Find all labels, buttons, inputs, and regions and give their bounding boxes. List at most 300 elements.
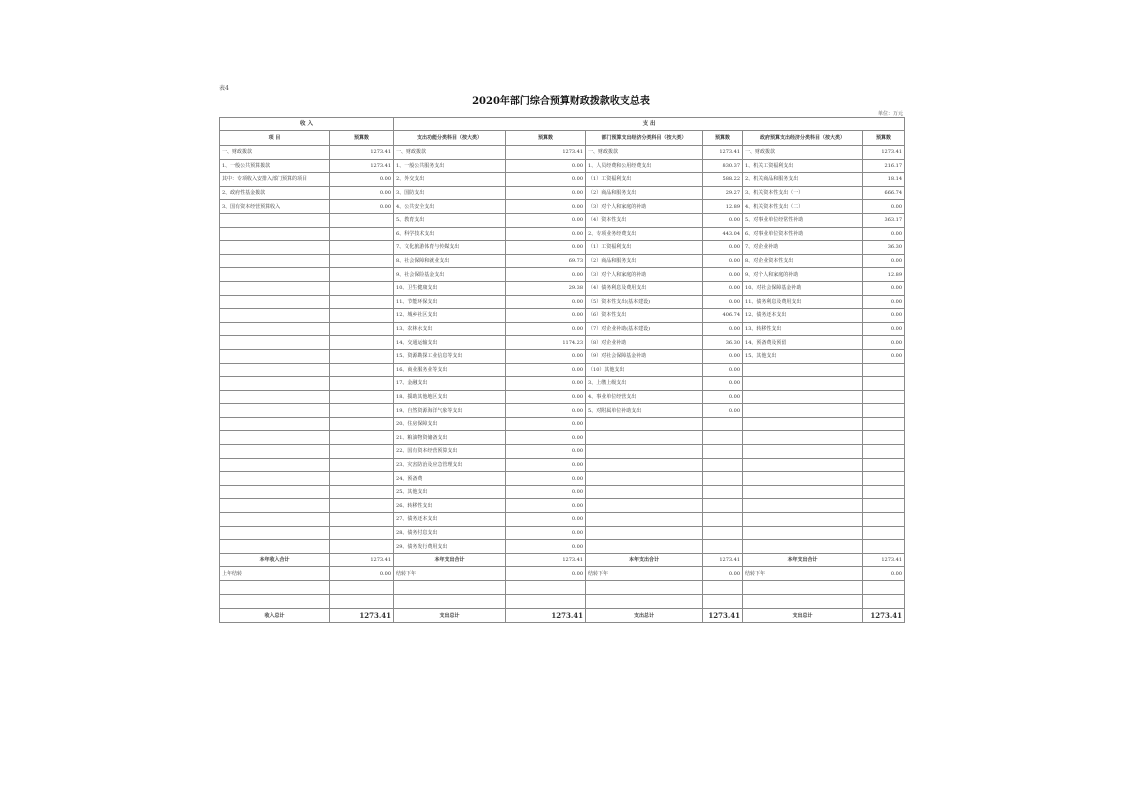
budget-cell: 1273.41 — [506, 553, 586, 567]
table-row — [220, 200, 905, 214]
item-cell: 一、财政拨款 — [586, 146, 703, 160]
item-cell — [220, 213, 330, 227]
budget-cell: 36.30 — [863, 241, 905, 255]
budget-cell: 0.00 — [703, 322, 743, 336]
table-row — [220, 336, 905, 350]
budget-cell — [330, 485, 394, 499]
table-row — [220, 281, 905, 295]
item-cell: 其中：专项收入安排入部门预算的项目 — [220, 173, 330, 187]
empty-cell — [506, 581, 586, 595]
col-budget-header: 预算数 — [863, 131, 905, 146]
budget-cell — [330, 295, 394, 309]
item-cell — [220, 472, 330, 486]
table-row — [220, 417, 905, 431]
budget-cell — [330, 336, 394, 350]
empty-cell — [220, 595, 330, 609]
col-budget-header: 预算数 — [506, 131, 586, 146]
item-cell: 11、节能环保支出 — [394, 295, 506, 309]
budget-cell — [863, 458, 905, 472]
table-row — [220, 458, 905, 472]
item-cell: 27、债务还本支出 — [394, 513, 506, 527]
budget-cell: 666.74 — [863, 186, 905, 200]
item-cell — [743, 458, 863, 472]
budget-cell: 1273.41 — [703, 609, 743, 623]
item-cell: （6）资本性支出 — [586, 309, 703, 323]
item-cell: 结转下年 — [586, 567, 703, 581]
item-cell — [743, 472, 863, 486]
budget-cell: 29.27 — [703, 186, 743, 200]
budget-cell: 0.00 — [506, 513, 586, 527]
budget-cell: 1273.41 — [330, 146, 394, 160]
income-header: 收 入 — [220, 118, 394, 131]
item-cell: 1、人员经费和公用经费支出 — [586, 159, 703, 173]
item-cell — [586, 513, 703, 527]
budget-cell: 0.00 — [863, 295, 905, 309]
item-cell: 一、财政拨款 — [394, 146, 506, 160]
table-row — [220, 159, 905, 173]
item-cell: 12、债务还本支出 — [743, 309, 863, 323]
budget-cell: 0.00 — [703, 281, 743, 295]
item-cell: （2）商品和服务支出 — [586, 254, 703, 268]
item-cell: 4、公共安全支出 — [394, 200, 506, 214]
budget-cell: 1174.23 — [506, 336, 586, 350]
budget-cell: 0.00 — [703, 268, 743, 282]
item-cell: 22、国有资本经营预算支出 — [394, 445, 506, 459]
budget-cell — [330, 404, 394, 418]
header-row-columns — [220, 131, 905, 146]
item-cell — [220, 227, 330, 241]
item-cell: 2、外交支出 — [394, 173, 506, 187]
budget-cell: 0.00 — [506, 268, 586, 282]
item-cell: （3）对个人和家庭的补助 — [586, 200, 703, 214]
item-cell: 一、财政拨款 — [220, 146, 330, 160]
item-cell: 9、社会保险基金支出 — [394, 268, 506, 282]
empty-cell — [394, 581, 506, 595]
item-cell — [586, 485, 703, 499]
blank-row — [220, 581, 905, 595]
budget-cell — [863, 404, 905, 418]
item-cell: 1、机关工资福利支出 — [743, 159, 863, 173]
budget-cell: 0.00 — [863, 227, 905, 241]
empty-cell — [743, 581, 863, 595]
table-row — [220, 485, 905, 499]
budget-cell: 0.00 — [863, 200, 905, 214]
empty-cell — [586, 581, 703, 595]
budget-cell: 36.30 — [703, 336, 743, 350]
budget-cell: 216.17 — [863, 159, 905, 173]
budget-cell — [703, 417, 743, 431]
budget-cell — [863, 363, 905, 377]
subtotal-row — [220, 553, 905, 567]
summary-table — [219, 117, 905, 623]
budget-cell: 0.00 — [506, 377, 586, 391]
table-row — [220, 186, 905, 200]
item-cell — [220, 445, 330, 459]
item-cell: （10）其他支出 — [586, 363, 703, 377]
budget-cell: 0.00 — [506, 390, 586, 404]
budget-cell — [330, 349, 394, 363]
budget-cell — [863, 485, 905, 499]
table-row — [220, 213, 905, 227]
item-cell: 支出总计 — [586, 609, 703, 623]
item-cell — [220, 309, 330, 323]
page-label: 表4 — [219, 85, 229, 92]
item-cell: 4、机关资本性支出（二） — [743, 200, 863, 214]
item-cell — [743, 513, 863, 527]
col-budget-header: 预算数 — [703, 131, 743, 146]
table-row — [220, 472, 905, 486]
budget-cell — [330, 213, 394, 227]
item-cell: 9、对个人和家庭的补助 — [743, 268, 863, 282]
item-cell — [220, 513, 330, 527]
budget-cell — [330, 241, 394, 255]
budget-cell — [863, 417, 905, 431]
item-cell — [743, 540, 863, 554]
item-cell: 16、商业服务业等支出 — [394, 363, 506, 377]
budget-cell — [863, 390, 905, 404]
col-dept-econ-header: 部门预算支出经济分类科目（按大类） — [586, 131, 703, 146]
item-cell — [220, 349, 330, 363]
item-cell: 2、专项业务经费支出 — [586, 227, 703, 241]
item-cell: （1）工资福利支出 — [586, 173, 703, 187]
table-row — [220, 513, 905, 527]
budget-cell: 0.00 — [863, 567, 905, 581]
budget-cell: 0.00 — [506, 472, 586, 486]
budget-cell — [330, 390, 394, 404]
budget-cell: 0.00 — [703, 377, 743, 391]
empty-cell — [330, 595, 394, 609]
item-cell — [220, 404, 330, 418]
item-cell: 6、对事业单位资本性补助 — [743, 227, 863, 241]
item-cell: （4）资本性支出 — [586, 213, 703, 227]
item-cell: 7、对企业补助 — [743, 241, 863, 255]
table-row — [220, 540, 905, 554]
item-cell — [220, 526, 330, 540]
budget-cell: 0.00 — [506, 417, 586, 431]
item-cell: （1）工资福利支出 — [586, 241, 703, 255]
item-cell: 支出总计 — [394, 609, 506, 623]
item-cell — [743, 499, 863, 513]
empty-cell — [506, 595, 586, 609]
table-row — [220, 227, 905, 241]
item-cell — [220, 241, 330, 255]
budget-cell — [703, 458, 743, 472]
budget-cell — [703, 499, 743, 513]
item-cell — [220, 322, 330, 336]
budget-cell — [863, 377, 905, 391]
budget-cell: 0.00 — [703, 390, 743, 404]
budget-cell: 0.00 — [506, 431, 586, 445]
budget-cell — [330, 526, 394, 540]
item-cell — [743, 377, 863, 391]
item-cell: 24、预备费 — [394, 472, 506, 486]
empty-cell — [586, 595, 703, 609]
item-cell: 一、财政拨款 — [743, 146, 863, 160]
budget-cell: 1273.41 — [330, 553, 394, 567]
expense-header: 支 出 — [394, 118, 905, 131]
item-cell: （9）对社会保障基金补助 — [586, 349, 703, 363]
item-cell: 18、援助其他地区支出 — [394, 390, 506, 404]
budget-cell: 0.00 — [863, 281, 905, 295]
budget-cell — [330, 227, 394, 241]
table-row — [220, 268, 905, 282]
item-cell: 17、金融支出 — [394, 377, 506, 391]
item-cell: 7、文化旅游体育与传媒支出 — [394, 241, 506, 255]
budget-cell: 12.89 — [863, 268, 905, 282]
budget-cell: 0.00 — [506, 241, 586, 255]
budget-cell — [863, 540, 905, 554]
empty-cell — [394, 595, 506, 609]
budget-cell — [330, 431, 394, 445]
budget-cell — [703, 526, 743, 540]
budget-cell: 0.00 — [863, 322, 905, 336]
budget-cell: 0.00 — [330, 186, 394, 200]
item-cell — [586, 445, 703, 459]
budget-cell: 0.00 — [506, 404, 586, 418]
table-row — [220, 146, 905, 160]
budget-cell: 363.17 — [863, 213, 905, 227]
budget-cell: 0.00 — [506, 295, 586, 309]
budget-cell — [330, 309, 394, 323]
budget-cell: 1273.41 — [703, 146, 743, 160]
item-cell — [220, 485, 330, 499]
budget-cell: 0.00 — [330, 200, 394, 214]
item-cell — [743, 404, 863, 418]
table-row — [220, 295, 905, 309]
item-cell: 4、事业单位经营支出 — [586, 390, 703, 404]
item-cell — [743, 431, 863, 445]
item-cell: 本年支出合计 — [394, 553, 506, 567]
budget-cell: 0.00 — [506, 200, 586, 214]
item-cell: （7）对企业补助(基本建设) — [586, 322, 703, 336]
budget-cell: 1273.41 — [863, 553, 905, 567]
item-cell: 14、预备费及预留 — [743, 336, 863, 350]
budget-cell: 0.00 — [703, 213, 743, 227]
item-cell — [743, 363, 863, 377]
budget-cell — [330, 322, 394, 336]
item-cell: 5、对事业单位经常性补助 — [743, 213, 863, 227]
item-cell — [220, 499, 330, 513]
item-cell: 本年支出合计 — [743, 553, 863, 567]
budget-cell — [863, 431, 905, 445]
table-row — [220, 431, 905, 445]
budget-cell: 69.73 — [506, 254, 586, 268]
item-cell: 支出总计 — [743, 609, 863, 623]
grand-total-row — [220, 609, 905, 623]
blank-row — [220, 595, 905, 609]
budget-cell: 0.00 — [506, 445, 586, 459]
budget-cell — [330, 445, 394, 459]
item-cell: 5、对附属单位补助支出 — [586, 404, 703, 418]
budget-cell — [703, 485, 743, 499]
budget-cell — [330, 472, 394, 486]
table-row — [220, 363, 905, 377]
budget-cell: 0.00 — [863, 349, 905, 363]
item-cell: 19、自然资源海洋气象等支出 — [394, 404, 506, 418]
table-row — [220, 241, 905, 255]
budget-cell: 0.00 — [703, 254, 743, 268]
budget-cell: 0.00 — [506, 540, 586, 554]
item-cell: 本年支出合计 — [586, 553, 703, 567]
budget-cell — [703, 445, 743, 459]
budget-cell — [863, 445, 905, 459]
item-cell: 21、粮油物资储备支出 — [394, 431, 506, 445]
item-cell: 13、转移性支出 — [743, 322, 863, 336]
budget-cell: 1273.41 — [506, 609, 586, 623]
page-title: 2020年部门综合预算财政拨款收支总表 — [472, 96, 650, 107]
empty-cell — [703, 595, 743, 609]
item-cell — [220, 295, 330, 309]
item-cell: 本年收入合计 — [220, 553, 330, 567]
item-cell — [743, 390, 863, 404]
budget-cell: 1273.41 — [506, 146, 586, 160]
budget-cell: 0.00 — [506, 567, 586, 581]
table-row — [220, 390, 905, 404]
budget-cell: 0.00 — [330, 173, 394, 187]
item-cell — [220, 417, 330, 431]
item-cell: 5、教育支出 — [394, 213, 506, 227]
item-cell: 20、住房保障支出 — [394, 417, 506, 431]
table-row — [220, 404, 905, 418]
budget-cell — [330, 377, 394, 391]
budget-cell: 29.38 — [506, 281, 586, 295]
budget-cell: 1273.41 — [330, 609, 394, 623]
budget-cell — [330, 499, 394, 513]
budget-cell: 588.22 — [703, 173, 743, 187]
table-row — [220, 377, 905, 391]
budget-cell: 0.00 — [703, 295, 743, 309]
item-cell — [743, 485, 863, 499]
budget-cell: 1273.41 — [330, 159, 394, 173]
table-row — [220, 173, 905, 187]
budget-cell: 0.00 — [506, 349, 586, 363]
item-cell — [220, 336, 330, 350]
table-row — [220, 349, 905, 363]
item-cell — [220, 281, 330, 295]
budget-cell — [863, 499, 905, 513]
item-cell: 3、国防支出 — [394, 186, 506, 200]
empty-cell — [863, 581, 905, 595]
budget-cell — [863, 472, 905, 486]
item-cell — [220, 540, 330, 554]
budget-cell: 0.00 — [506, 499, 586, 513]
col-item-header: 项 目 — [220, 131, 330, 146]
item-cell: 3、上缴上级支出 — [586, 377, 703, 391]
budget-cell: 0.00 — [506, 173, 586, 187]
budget-cell — [330, 417, 394, 431]
budget-cell — [703, 540, 743, 554]
item-cell: （4）债务利息及费用支出 — [586, 281, 703, 295]
budget-cell: 0.00 — [703, 363, 743, 377]
empty-cell — [330, 581, 394, 595]
item-cell: 结转下年 — [394, 567, 506, 581]
budget-cell: 18.14 — [863, 173, 905, 187]
item-cell: 8、对企业资本性支出 — [743, 254, 863, 268]
budget-cell — [703, 431, 743, 445]
item-cell: 10、卫生健康支出 — [394, 281, 506, 295]
budget-cell: 0.00 — [506, 159, 586, 173]
item-cell — [586, 431, 703, 445]
table-row — [220, 322, 905, 336]
budget-cell: 0.00 — [506, 363, 586, 377]
item-cell — [220, 377, 330, 391]
item-cell: 结转下年 — [743, 567, 863, 581]
empty-cell — [703, 581, 743, 595]
budget-cell — [330, 363, 394, 377]
item-cell — [586, 417, 703, 431]
item-cell: 1、一般公共服务支出 — [394, 159, 506, 173]
item-cell: 1、一般公共预算拨款 — [220, 159, 330, 173]
budget-cell: 0.00 — [506, 186, 586, 200]
item-cell — [743, 417, 863, 431]
unit-label: 单位：万元 — [877, 111, 903, 117]
budget-cell — [863, 513, 905, 527]
item-cell — [743, 526, 863, 540]
item-cell — [586, 499, 703, 513]
item-cell: 收入总计 — [220, 609, 330, 623]
budget-cell: 0.00 — [863, 336, 905, 350]
budget-cell — [703, 472, 743, 486]
item-cell — [220, 458, 330, 472]
item-cell — [743, 445, 863, 459]
budget-cell: 12.89 — [703, 200, 743, 214]
empty-cell — [863, 595, 905, 609]
budget-cell: 0.00 — [703, 349, 743, 363]
budget-cell: 0.00 — [703, 567, 743, 581]
table-row — [220, 499, 905, 513]
budget-cell — [703, 513, 743, 527]
item-cell: 15、其他支出 — [743, 349, 863, 363]
budget-cell — [330, 254, 394, 268]
item-cell — [220, 363, 330, 377]
item-cell: 23、灾害防治及应急管理支出 — [394, 458, 506, 472]
item-cell: 6、科学技术支出 — [394, 227, 506, 241]
item-cell: 15、资源勘探工业信息等支出 — [394, 349, 506, 363]
budget-cell — [863, 526, 905, 540]
table-row — [220, 445, 905, 459]
table-row — [220, 254, 905, 268]
budget-cell: 1273.41 — [863, 146, 905, 160]
budget-cell: 0.00 — [703, 241, 743, 255]
budget-cell: 0.00 — [506, 485, 586, 499]
item-cell: （8）对企业补助 — [586, 336, 703, 350]
budget-cell — [330, 513, 394, 527]
item-cell: 28、债务付息支出 — [394, 526, 506, 540]
item-cell — [586, 458, 703, 472]
budget-cell — [330, 540, 394, 554]
item-cell — [586, 540, 703, 554]
item-cell: （5）资本性支出(基本建设) — [586, 295, 703, 309]
budget-cell: 0.00 — [863, 309, 905, 323]
item-cell: （3）对个人和家庭的补助 — [586, 268, 703, 282]
col-budget-header: 预算数 — [330, 131, 394, 146]
item-cell: 29、债务发行费用支出 — [394, 540, 506, 554]
budget-cell: 0.00 — [506, 309, 586, 323]
item-cell: 10、对社会保障基金补助 — [743, 281, 863, 295]
item-cell: 14、交通运输支出 — [394, 336, 506, 350]
item-cell: 13、农林水支出 — [394, 322, 506, 336]
col-func-header: 支出功能分类科目（按大类） — [394, 131, 506, 146]
budget-cell — [330, 458, 394, 472]
budget-cell: 0.00 — [506, 322, 586, 336]
budget-cell: 406.74 — [703, 309, 743, 323]
item-cell: 8、社会保障和就业支出 — [394, 254, 506, 268]
item-cell: 26、转移性支出 — [394, 499, 506, 513]
budget-cell: 830.37 — [703, 159, 743, 173]
budget-cell: 0.00 — [506, 213, 586, 227]
item-cell: 上年结转 — [220, 567, 330, 581]
item-cell — [220, 268, 330, 282]
